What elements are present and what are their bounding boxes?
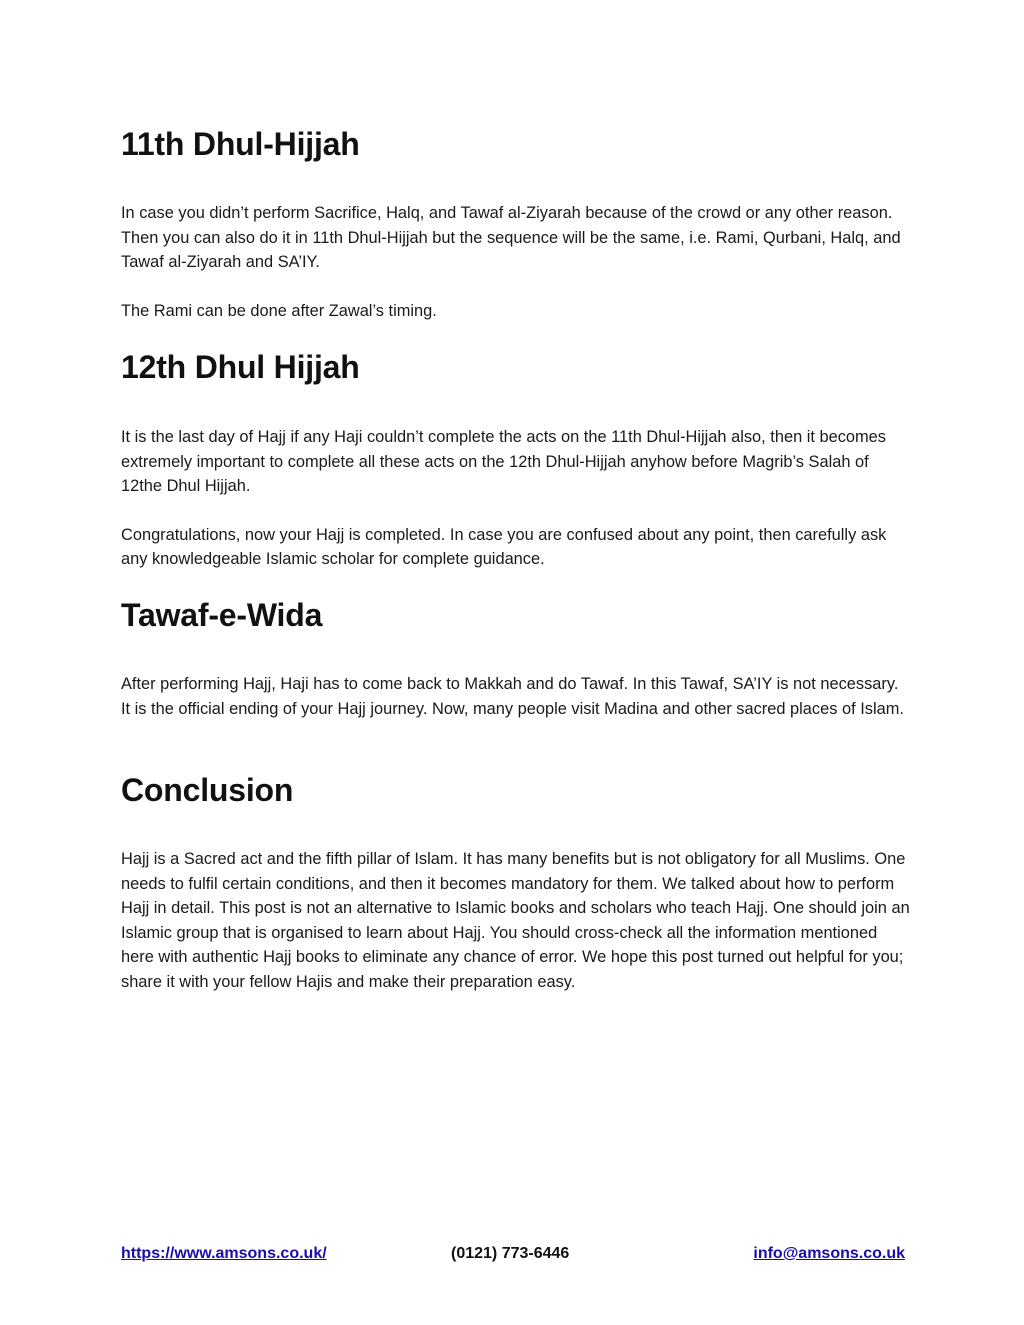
section-paragraph: Congratulations, now your Hajj is completed. In case you are confused about any point, then carefully ask any knowledgeable Islamic scholar for complete guidance. [121,525,887,568]
email-link[interactable]: info@amsons.co.uk [753,1245,905,1262]
phone-number: (0121) 773-6446 [451,1245,570,1262]
section-12th-dhul-hijjah [121,347,911,572]
section-paragraph: In case you didn’t perform Sacrifice, Halq, and Tawaf al-Ziyarah because of the crowd or any other reason. Then you can also do it in 11th Dhul-Hijjah but the sequence will be the same, i.e. Rami, Qurbani, Halq, and Tawaf al-Ziyarah and SA’IY. [121,204,901,271]
page-footer [121,1242,905,1266]
section-11th-dhul-hijjah [121,124,911,323]
section-heading: 11th Dhul-Hijjah [121,126,360,162]
section-heading: 12th Dhul Hijjah [121,349,360,385]
section-paragraph: Hajj is a Sacred act and the fifth pillar of Islam. It has many benefits but is not obligatory for all Muslims. One needs to fulfil certain conditions, and then it becomes mandatory for them. We talked about how to perform Hajj in detail. This post is not an alternative to Islamic books and scholars who teach Hajj. One should join an Islamic group that is organised to learn about Hajj. You should cross-check all the information mentioned here with authentic Hajj books to eliminate any chance of error. We hope this post turned out helpful for you; share it with your fellow Hajis and make their preparation easy. [121,850,910,991]
section-tawaf-e-wida [121,595,911,721]
section-paragraph: After performing Hajj, Haji has to come back to Makkah and do Tawaf. In this Tawaf, SA’IY is not necessary. It is the official ending of your Hajj journey. Now, many people visit Madina and other sacred places of Islam. [121,675,904,718]
section-paragraph: The Rami can be done after Zawal’s timing. [121,301,437,320]
section-heading: Conclusion [121,772,294,808]
website-link[interactable]: https://www.amsons.co.uk/ [121,1245,327,1262]
section-paragraph: It is the last day of Hajj if any Haji couldn’t complete the acts on the 11th Dhul-Hijjah also, then it becomes extremely important to complete all these acts on the 12th Dhul-Hijjah anyhow before Magrib’s Salah of 12the Dhul Hijjah. [121,428,886,495]
section-conclusion [121,770,911,994]
section-heading: Tawaf-e-Wida [121,597,323,633]
